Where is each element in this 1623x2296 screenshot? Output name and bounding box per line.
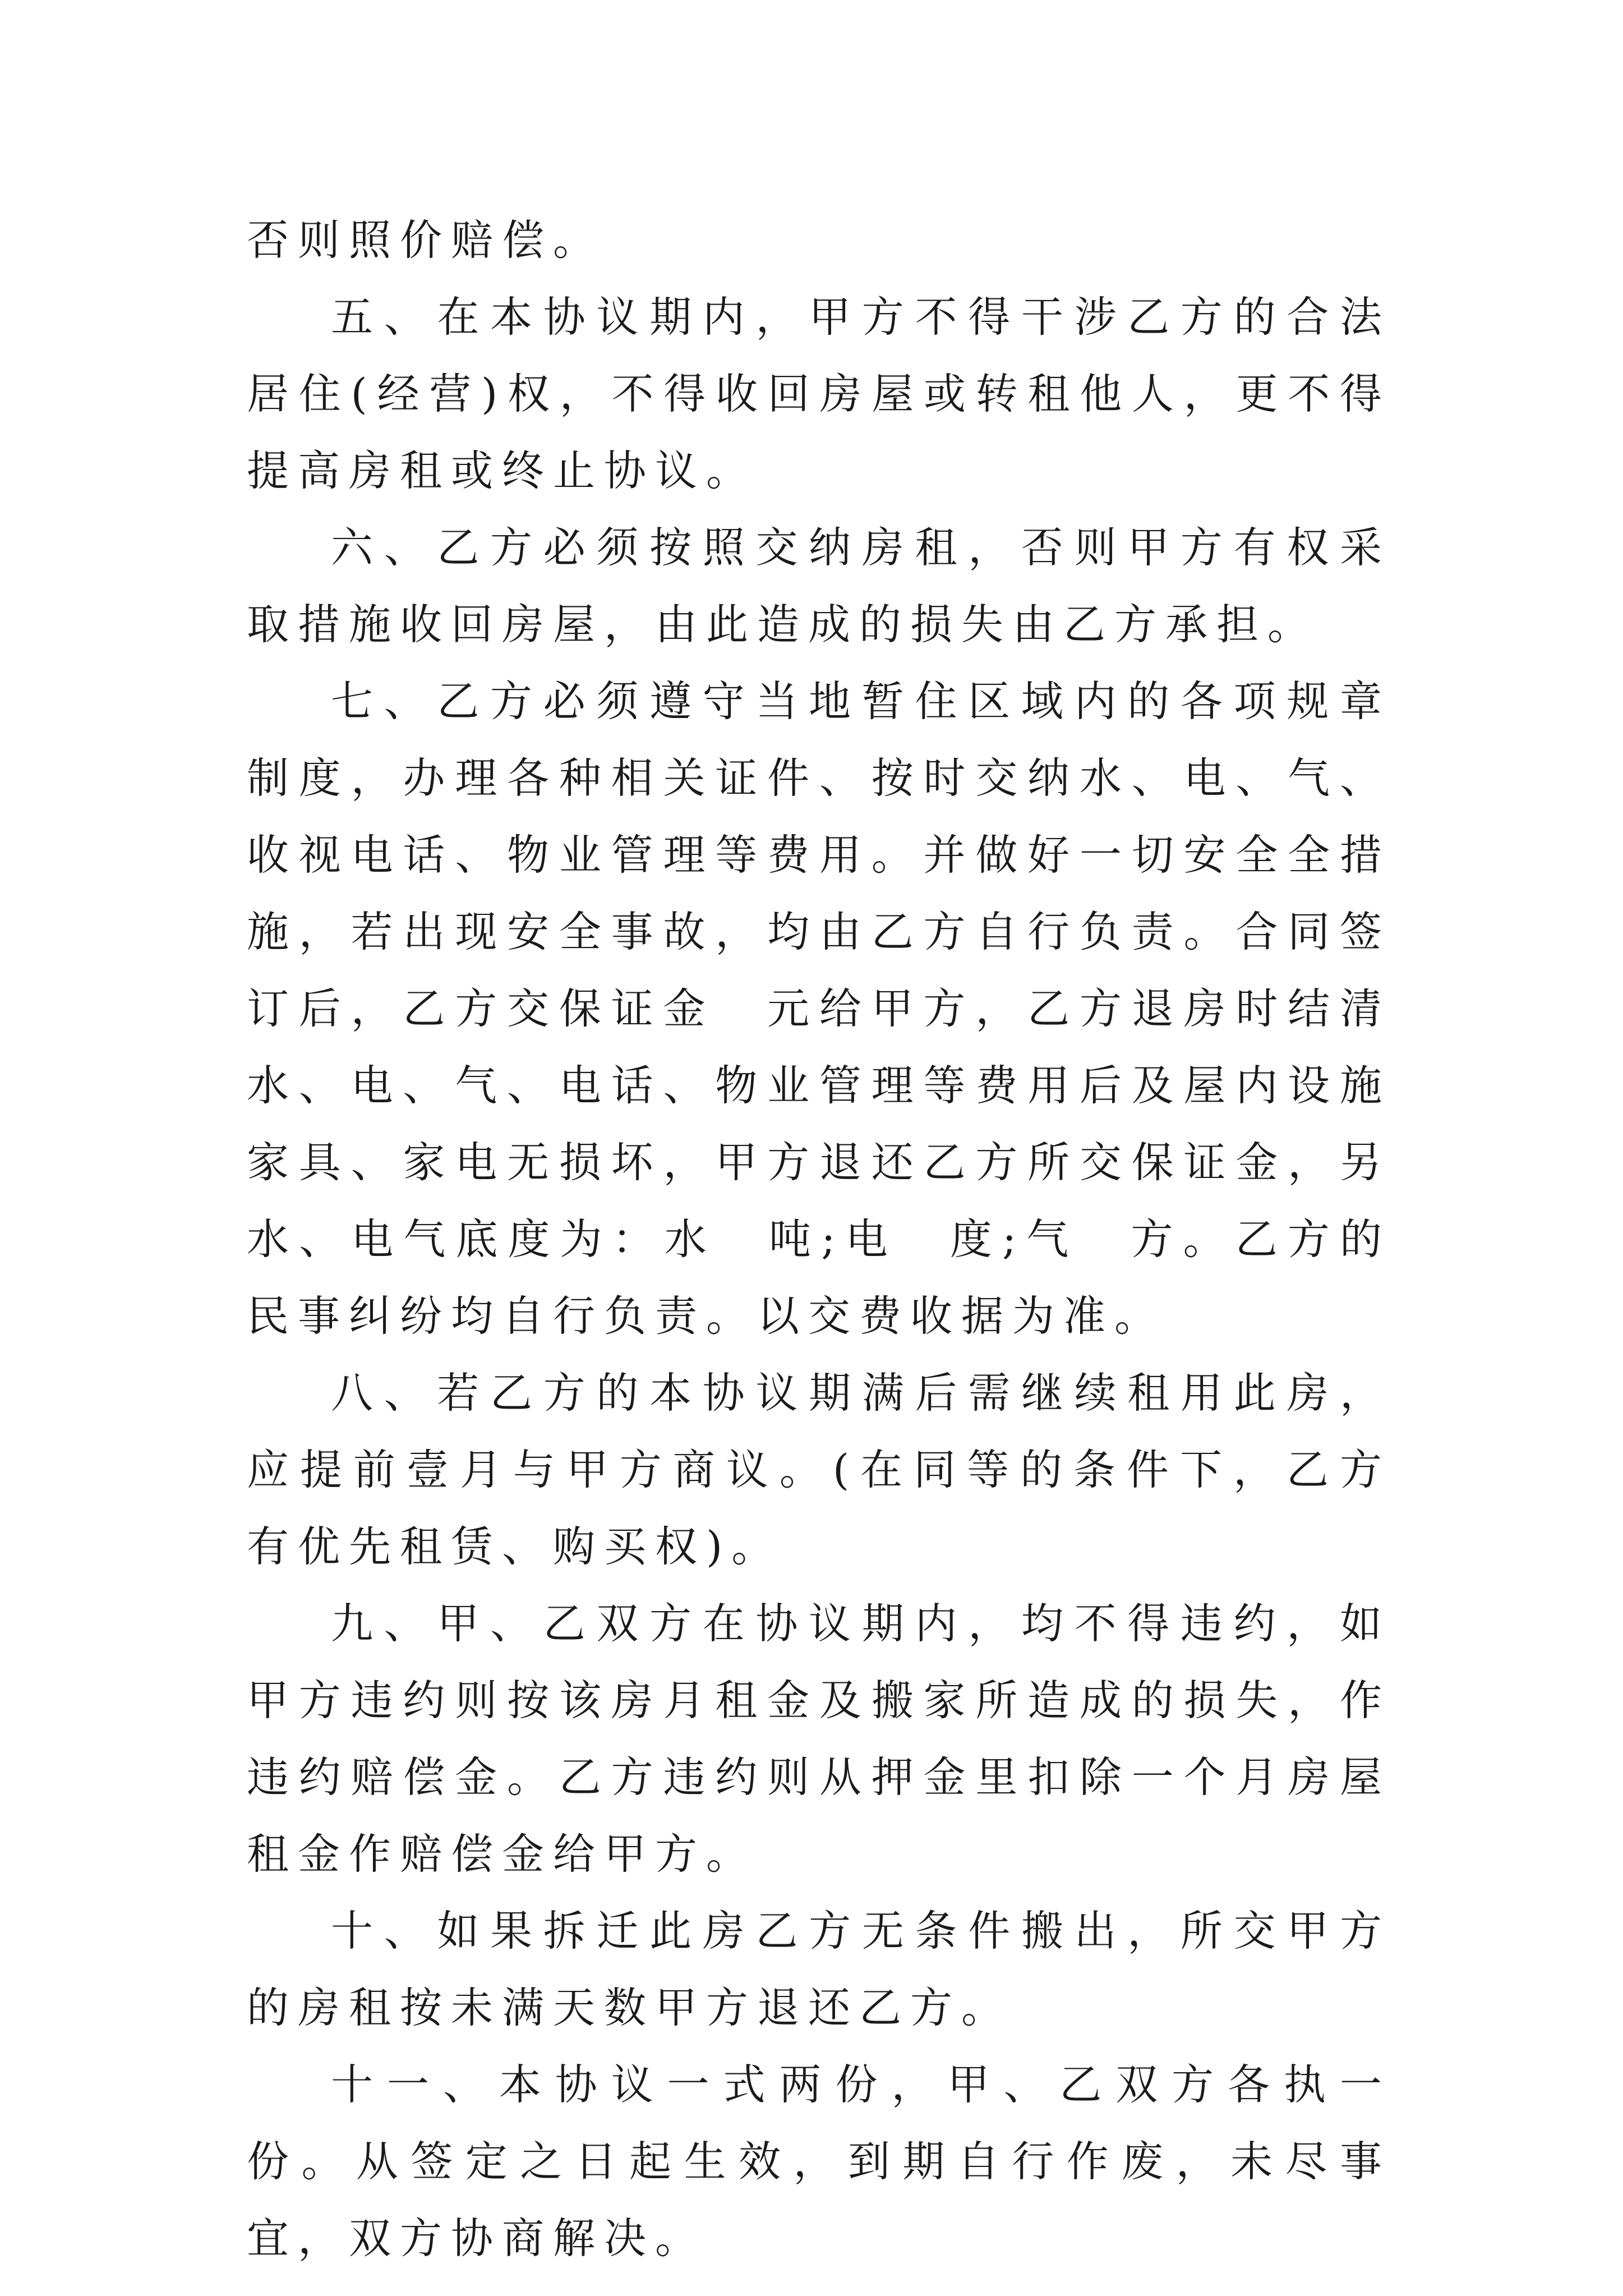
paragraph-clause-7: 七、乙方必须遵守当地暂住区域内的各项规章制度，办理各种相关证件、按时交纳水、电、气、收视电话、物业管理等费用。并做好一切安全全措施，若出现安全事故，均由乙方自行负责。合同签订后，乙方交保证金 元给甲方，乙方退房时结清水、电、气、电话、物业管理等费用后及屋内设施家具、家电无损坏，甲方退还乙方所交保证金，另水、电气底度为：水 吨;电 度;气 方。乙方的民事纠纷均自行负责。以交费收据为准。 — [247, 677, 1391, 1341]
document-body — [247, 202, 1391, 2277]
paragraph-continuation: 否则照价赔偿。 — [247, 215, 605, 265]
paragraph-clause-11: 十一、本协议一式两份，甲、乙双方各执一份。从签定之日起生效，到期自行作废，未尽事宜，双方协商解决。 — [247, 2060, 1391, 2263]
paragraph-clause-5: 五、在本协议期内，甲方不得干涉乙方的合法居住(经营)权，不得收回房屋或转租他人，更不得提高房租或终止协议。 — [247, 292, 1391, 495]
paragraph-clause-9: 九、甲、乙双方在协议期内，均不得违约，如甲方违约则按该房月租金及搬家所造成的损失，作违约赔偿金。乙方违约则从押金里扣除一个月房屋租金作赔偿金给甲方。 — [247, 1599, 1391, 1879]
paragraph-clause-10: 十、如果拆迁此房乙方无条件搬出，所交甲方的房租按未满天数甲方退还乙方。 — [247, 1906, 1391, 2032]
paragraph-clause-8: 八、若乙方的本协议期满后需继续租用此房，应提前壹月与甲方商议。(在同等的条件下，乙方有优先租赁、购买权)。 — [247, 1368, 1391, 1571]
paragraph-clause-6: 六、乙方必须按照交纳房租，否则甲方有权采取措施收回房屋，由此造成的损失由乙方承担。 — [247, 523, 1391, 649]
